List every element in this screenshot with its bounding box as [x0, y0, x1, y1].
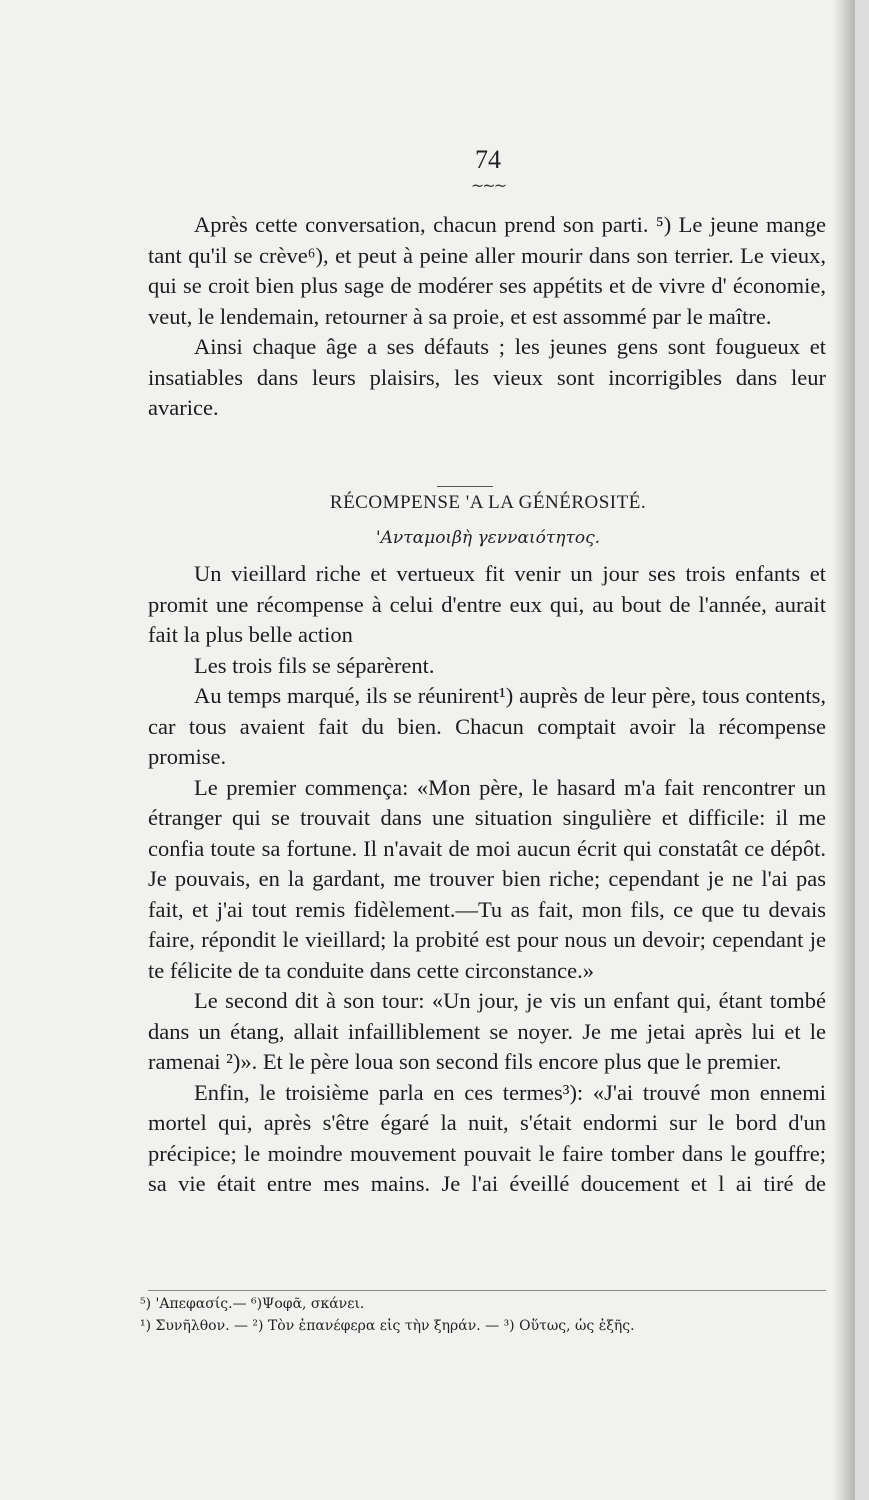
- story-text: [148, 559, 826, 1200]
- spine-shadow: [833, 0, 855, 1500]
- footnote-rule: [148, 1290, 826, 1291]
- paragraph-old-man: Un vieillard riche et vertueux fit venir un jour ses trois enfants et promit une récompense à celui d'entre eux qui, au bout de l'année, aurait fait la plus belle action: [148, 561, 826, 647]
- story-greek-title: 'Ανταμοιβὴ γενναιότητος.: [375, 528, 601, 548]
- footnote-line: ¹) Συνῆλθον. — ²) Τὸν ἐπανέφερα εἰς τὴν ξηράν. — ³) Οὕτως, ὡς ἑξῆς.: [140, 1318, 635, 1334]
- intro-text: [148, 210, 826, 424]
- paragraph-conversation: Après cette conversation, chacun prend son parti. ⁵) Le jeune mange tant qu'il se crève⁶), et peut à peine aller mourir dans son terrier. Le vieux, qui se croit bien plus sage de modérer ses appétits et de vivre d' économie, veut, le lendemain, retourner à sa proie, et est assommé par le maître.: [148, 212, 826, 329]
- title-rule: [437, 486, 493, 487]
- paragraph-first-son: Le premier commença: «Mon père, le hasard m'a fait rencontrer un étranger qui se trouvait dans une situation singulière et difficile: il me confia toute sa fortune. Il n'avait de moi aucun écrit qui constatât ce dépôt. Je pouvais, en la gardant, me trouver bien riche; cependant je ne l'ai pas fait, et j'ai tout remis fidèlement.—Tu as fait, mon fils, ce que tu devais faire, répondit le vieillard; la probité est pour nous un devoir; cependant je te félicite de ta conduite dans cette circonstance.»: [148, 774, 826, 983]
- paragraph-sons-separate: Les trois fils se séparèrent.: [194, 652, 435, 678]
- footnotes: [140, 1293, 830, 1337]
- story-title: RÉCOMPENSE 'A LA GÉNÉROSITÉ.: [329, 492, 647, 513]
- page-number-ornament: ~~~: [470, 176, 506, 195]
- paragraph-moral: Ainsi chaque âge a ses défauts ; les jeunes gens sont fougueux et insatiables dans leurs plaisirs, les vieux sont incorrigibles dans leur avarice.: [148, 334, 826, 420]
- paragraph-second-son: Le second dit à son tour: «Un jour, je vis un enfant qui, étant tombé dans un étang, allait infailliblement se noyer. Je me jetai après lui et le ramenai ²)». Et le père loua son second fils encore plus que le premier.: [148, 988, 826, 1074]
- paragraph-third-son: Enfin, le troisième parla en ces termes³): «J'ai trouvé mon ennemi mortel qui, après s'être égaré la nuit, s'était endormi sur le bord d'un précipice; le moindre mouvement pouvait le faire tomber dans le gouffre; sa vie était entre mes mains. Je l'ai éveillé doucement et l ai tiré de: [148, 1079, 826, 1196]
- paragraph-reunion: Au temps marqué, ils se réunirent¹) auprès de leur père, tous contents, car tous avaient fait du bien. Chacun comptait avoir la récompense promise.: [148, 683, 826, 769]
- page-number: 74: [475, 145, 501, 174]
- footnote-line: ⁵) 'Απεφασίς.— ⁶)Ψοφᾶ, σκάνει.: [140, 1296, 365, 1312]
